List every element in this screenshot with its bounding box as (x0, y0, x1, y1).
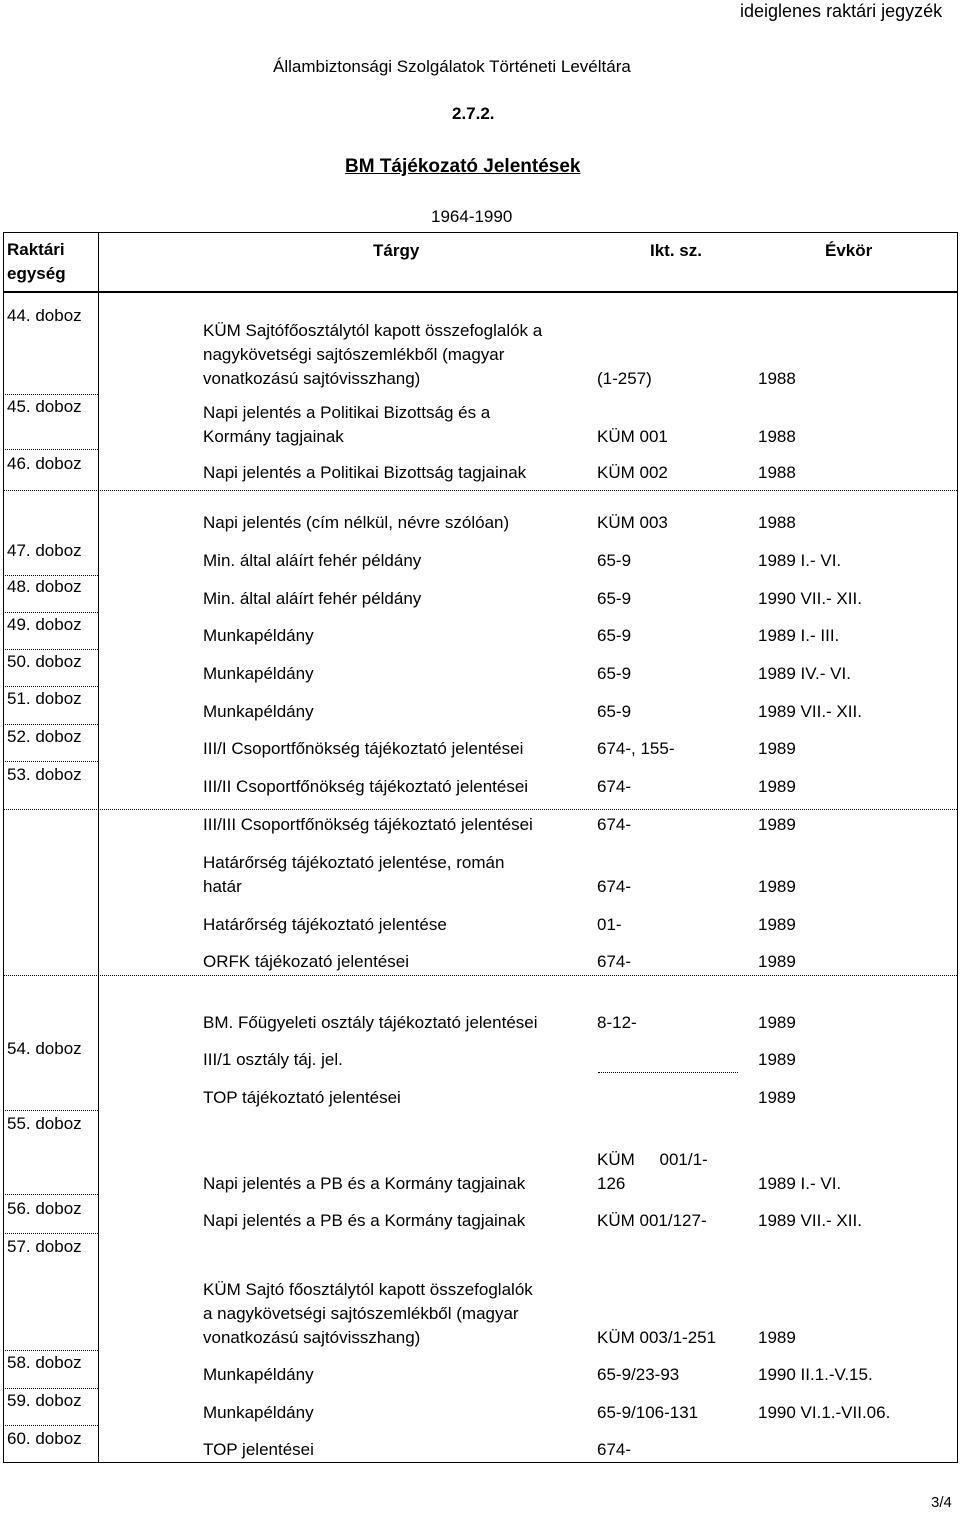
entry-period: 1989 (758, 777, 796, 796)
entry-ref: 65-9 (597, 551, 632, 570)
entry-period: 1989 I.- III. (758, 626, 840, 645)
table-bottom-border (3, 1462, 957, 1463)
storage-unit: 52. doboz (7, 727, 82, 746)
entry-ref: 65-9/23-93 (597, 1365, 680, 1384)
entry-period: 1989 I.- VI. (758, 1174, 842, 1193)
separator-54 (3, 975, 957, 976)
entry-subject: Munkapéldány (203, 702, 314, 721)
date-range: 1964-1990 (431, 207, 513, 226)
entry-subject: Munkapéldány (203, 1403, 314, 1422)
entry-period: 1989 IV.- VI. (758, 664, 851, 683)
entry-subject: vonatkozású sajtóvisszhang) (203, 369, 421, 388)
table-header-divider (3, 291, 957, 293)
entry-subject: nagykövetségi sajtószemlékből (magyar (203, 345, 505, 364)
entry-ref: 65-9 (597, 702, 632, 721)
separator-47 (3, 490, 957, 491)
entry-ref: 65-9 (597, 626, 632, 645)
column-header-period: Évkör (825, 241, 873, 260)
column-header-unit-2: egység (7, 264, 66, 283)
entry-subject: III/II Csoportfőnökség tájékoztató jelentései (203, 777, 529, 796)
entry-period: 1990 VII.- XII. (758, 589, 862, 608)
entry-ref: KÜM 002 (597, 463, 668, 482)
entry-ref: KÜM 003/1-251 (597, 1328, 717, 1347)
entry-ref: 674- (597, 877, 632, 896)
document-type-label: ideiglenes raktári jegyzék (740, 1, 943, 21)
table-left-border (3, 232, 4, 1463)
entry-ref: 01- (597, 915, 622, 934)
entry-period: 1989 (758, 952, 796, 971)
entry-subject: KÜM Sajtófőosztálytól kapott összefoglalók a (203, 321, 543, 340)
storage-unit: 48. doboz (7, 577, 82, 596)
entry-subject: a nagykövetségi sajtószemlékből (magyar (203, 1304, 519, 1323)
entry-subject: Munkapéldány (203, 664, 314, 683)
ref-blank-line (598, 1072, 738, 1073)
entry-period: 1989 (758, 1328, 796, 1347)
entry-period: 1989 (758, 915, 796, 934)
storage-unit: 44. doboz (7, 306, 82, 325)
fonds-code: 2.7.2. (452, 104, 495, 123)
separator-59 (3, 1388, 98, 1389)
entry-ref: 65-9 (597, 664, 632, 683)
entry-period: 1989 (758, 815, 796, 834)
entry-subject: III/1 osztály táj. jel. (203, 1050, 343, 1069)
storage-unit: 58. doboz (7, 1353, 82, 1372)
entry-subject: BM. Főügyeleti osztály tájékoztató jelentései (203, 1013, 538, 1032)
page-number: 3/4 (931, 1494, 952, 1511)
storage-unit: 46. doboz (7, 454, 82, 473)
entry-subject: Kormány tagjainak (203, 427, 344, 446)
entry-ref: 65-9/106-131 (597, 1403, 699, 1422)
entry-ref: KÜM 001/127- (597, 1211, 707, 1230)
entry-ref: 8-12- (597, 1013, 637, 1032)
entry-period: 1989 (758, 1050, 796, 1069)
entry-subject: Napi jelentés a PB és a Kormány tagjainak (203, 1174, 526, 1193)
entry-subject: KÜM Sajtó főosztálytól kapott összefoglalók (203, 1280, 533, 1299)
separator-48 (3, 575, 98, 576)
separator-46 (3, 449, 98, 450)
storage-unit: 56. doboz (7, 1199, 82, 1218)
entry-subject: vonatkozású sajtóvisszhang) (203, 1328, 421, 1347)
storage-unit: 55. doboz (7, 1114, 82, 1133)
entry-period: 1988 (758, 513, 796, 532)
storage-unit: 47. doboz (7, 541, 82, 560)
column-header-ref: Ikt. sz. (650, 241, 702, 260)
entry-ref: KÜM 001/1- (597, 1150, 708, 1169)
entry-subject: Napi jelentés a Politikai Bizottság és a (203, 403, 491, 422)
entry-ref: 674-, 155- (597, 739, 675, 758)
table-right-border (957, 232, 958, 1463)
entry-ref: (1-257) (597, 369, 652, 388)
separator-57 (3, 1233, 98, 1234)
storage-unit: 59. doboz (7, 1391, 82, 1410)
storage-unit: 54. doboz (7, 1039, 82, 1058)
entry-period: 1989 (758, 1013, 796, 1032)
entry-subject: Napi jelentés a Politikai Bizottság tagjainak (203, 463, 527, 482)
entry-period: 1990 II.1.-V.15. (758, 1365, 873, 1384)
storage-unit: 51. doboz (7, 689, 82, 708)
entry-period: 1989 VII.- XII. (758, 702, 862, 721)
entry-subject: Munkapéldány (203, 1365, 314, 1384)
entry-ref: 674- (597, 815, 632, 834)
separator-56 (3, 1194, 98, 1195)
table-top-border (3, 232, 957, 233)
entry-ref: 65-9 (597, 589, 632, 608)
separator-60 (3, 1425, 98, 1426)
entry-subject: Min. által aláírt fehér példány (203, 589, 422, 608)
storage-unit: 45. doboz (7, 397, 82, 416)
entry-period: 1989 (758, 877, 796, 896)
column-header-subject: Tárgy (373, 241, 420, 260)
storage-unit: 57. doboz (7, 1237, 82, 1256)
entry-period: 1988 (758, 463, 796, 482)
entry-subject: Munkapéldány (203, 626, 314, 645)
entry-period: 1990 VI.1.-VII.06. (758, 1403, 891, 1422)
entry-subject: határ (203, 877, 242, 896)
entry-ref: KÜM 003 (597, 513, 668, 532)
separator-55 (3, 1110, 98, 1111)
entry-ref: 674- (597, 952, 632, 971)
entry-subject: III/I Csoportfőnökség tájékoztató jelentései (203, 739, 524, 758)
entry-ref: KÜM 001 (597, 427, 668, 446)
entry-subject: III/III Csoportfőnökség tájékoztató jelentései (203, 815, 533, 834)
entry-period: 1988 (758, 427, 796, 446)
separator-53-end (3, 809, 957, 810)
entry-ref: 674- (597, 1440, 632, 1459)
entry-subject: Min. által aláírt fehér példány (203, 551, 422, 570)
entry-subject: ORFK tájékozató jelentései (203, 952, 409, 971)
separator-49 (3, 612, 98, 613)
entry-period: 1989 I.- VI. (758, 551, 842, 570)
storage-unit: 60. doboz (7, 1429, 82, 1448)
separator-58 (3, 1350, 98, 1351)
fonds-title: BM Tájékozató Jelentések (345, 156, 581, 177)
separator-51 (3, 686, 98, 687)
entry-subject: Napi jelentés (cím nélkül, névre szólóan) (203, 513, 510, 532)
storage-unit: 50. doboz (7, 652, 82, 671)
separator-50 (3, 649, 98, 650)
entry-ref: 674- (597, 777, 632, 796)
entry-period: 1989 (758, 1088, 796, 1107)
column-header-unit-1: Raktári (7, 240, 65, 259)
separator-53 (3, 761, 98, 762)
entry-ref: 126 (597, 1174, 626, 1193)
entry-subject: Napi jelentés a PB és a Kormány tagjainak (203, 1211, 526, 1230)
entry-subject: Határőrség tájékoztató jelentése (203, 915, 447, 934)
institution-name: Állambiztonsági Szolgálatok Történeti Levéltára (273, 57, 631, 76)
separator-45 (3, 394, 98, 395)
entry-subject: TOP jelentései (203, 1440, 314, 1459)
storage-unit: 53. doboz (7, 765, 82, 784)
entry-period: 1989 VII.- XII. (758, 1211, 862, 1230)
entry-subject: TOP tájékoztató jelentései (203, 1088, 401, 1107)
column-divider (98, 232, 99, 1463)
storage-unit: 49. doboz (7, 615, 82, 634)
entry-period: 1988 (758, 369, 796, 388)
separator-52 (3, 724, 98, 725)
entry-subject: Határőrség tájékoztató jelentése, román (203, 853, 505, 872)
entry-period: 1989 (758, 739, 796, 758)
